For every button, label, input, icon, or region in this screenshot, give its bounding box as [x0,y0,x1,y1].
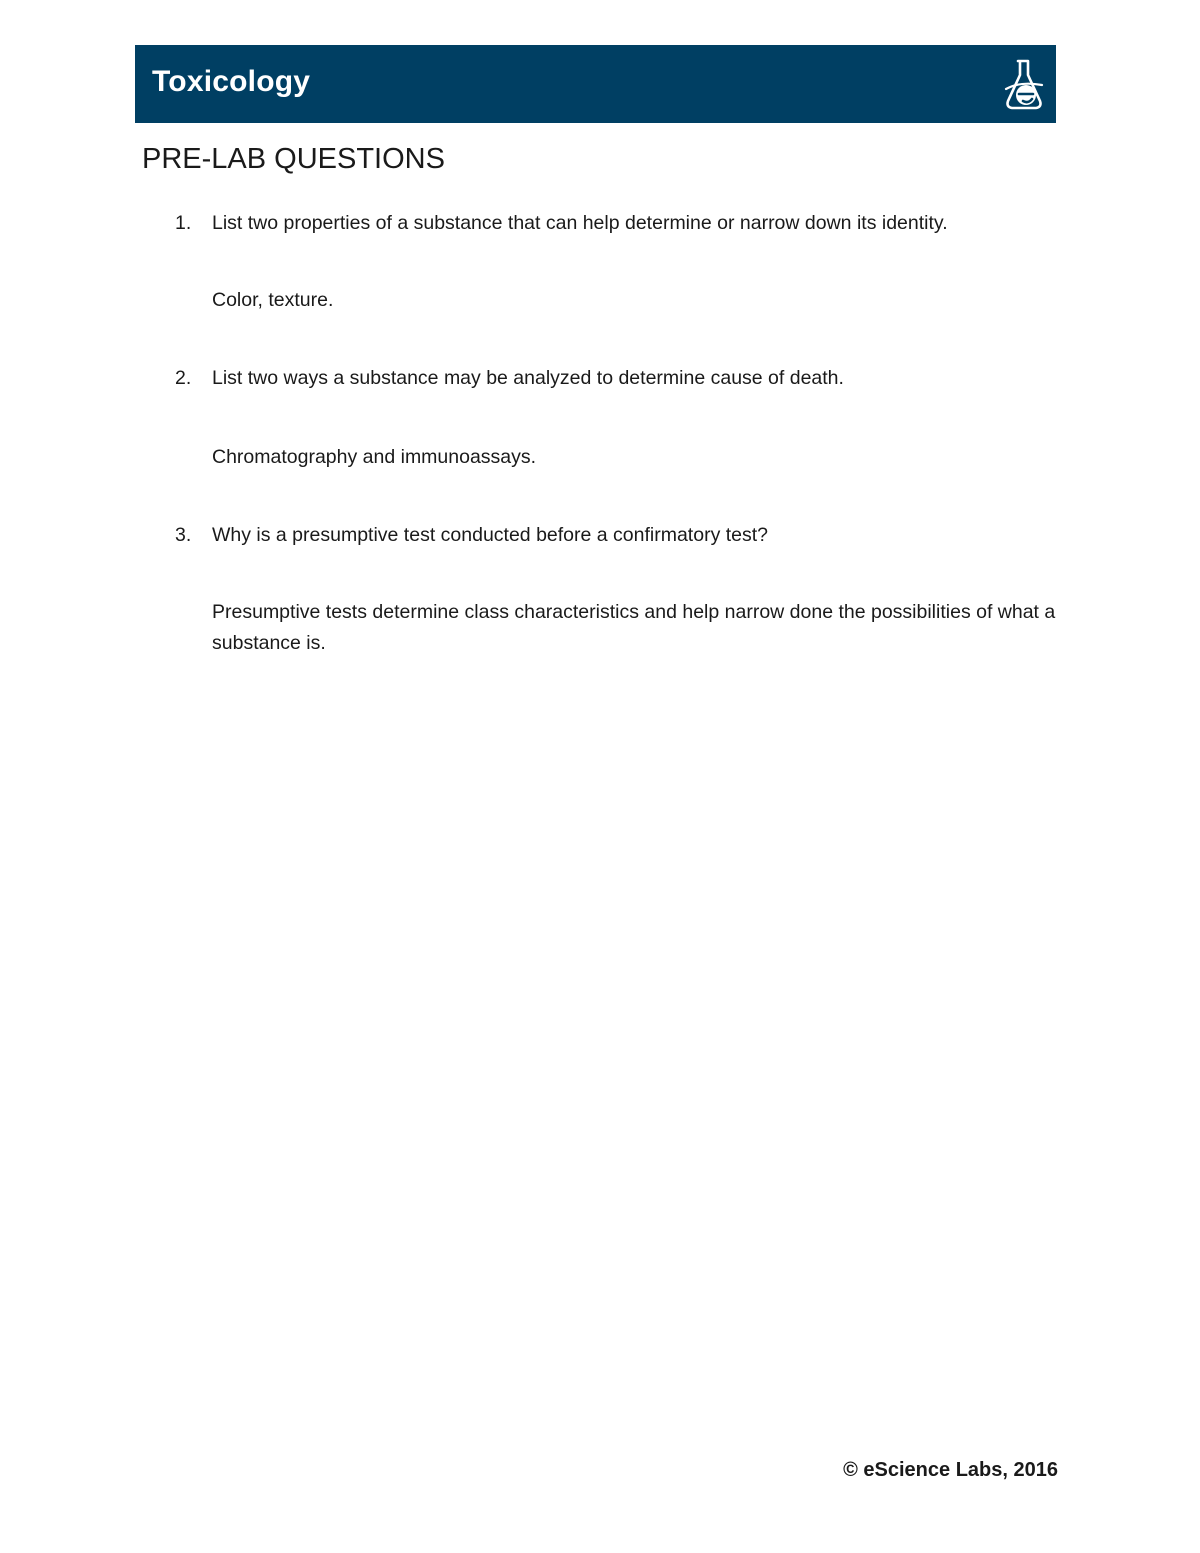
question-text: List two ways a substance may be analyzed to determine cause of death. [212,367,844,389]
answer-text: Chromatography and immunoassays. [212,446,537,468]
answer-text: Presumptive tests determine class characteristics and help narrow done the possibilities of what a substance is. [212,601,1056,654]
answer-text: Color, texture. [212,289,334,311]
copyright-footer: © eScience Labs, 2016 [843,1459,1058,1481]
question-text: List two properties of a substance that can help determine or narrow down its identity. [212,212,948,234]
section-title: PRE-LAB QUESTIONS [142,143,445,175]
question-number: 2. [175,367,192,389]
document-title: Toxicology [152,65,311,98]
question-text: Why is a presumptive test conducted before a confirmatory test? [212,524,769,546]
question-number: 1. [175,212,192,234]
question-number: 3. [175,524,192,546]
escience-flask-logo-icon [1000,55,1048,113]
header-bar [135,45,1056,123]
